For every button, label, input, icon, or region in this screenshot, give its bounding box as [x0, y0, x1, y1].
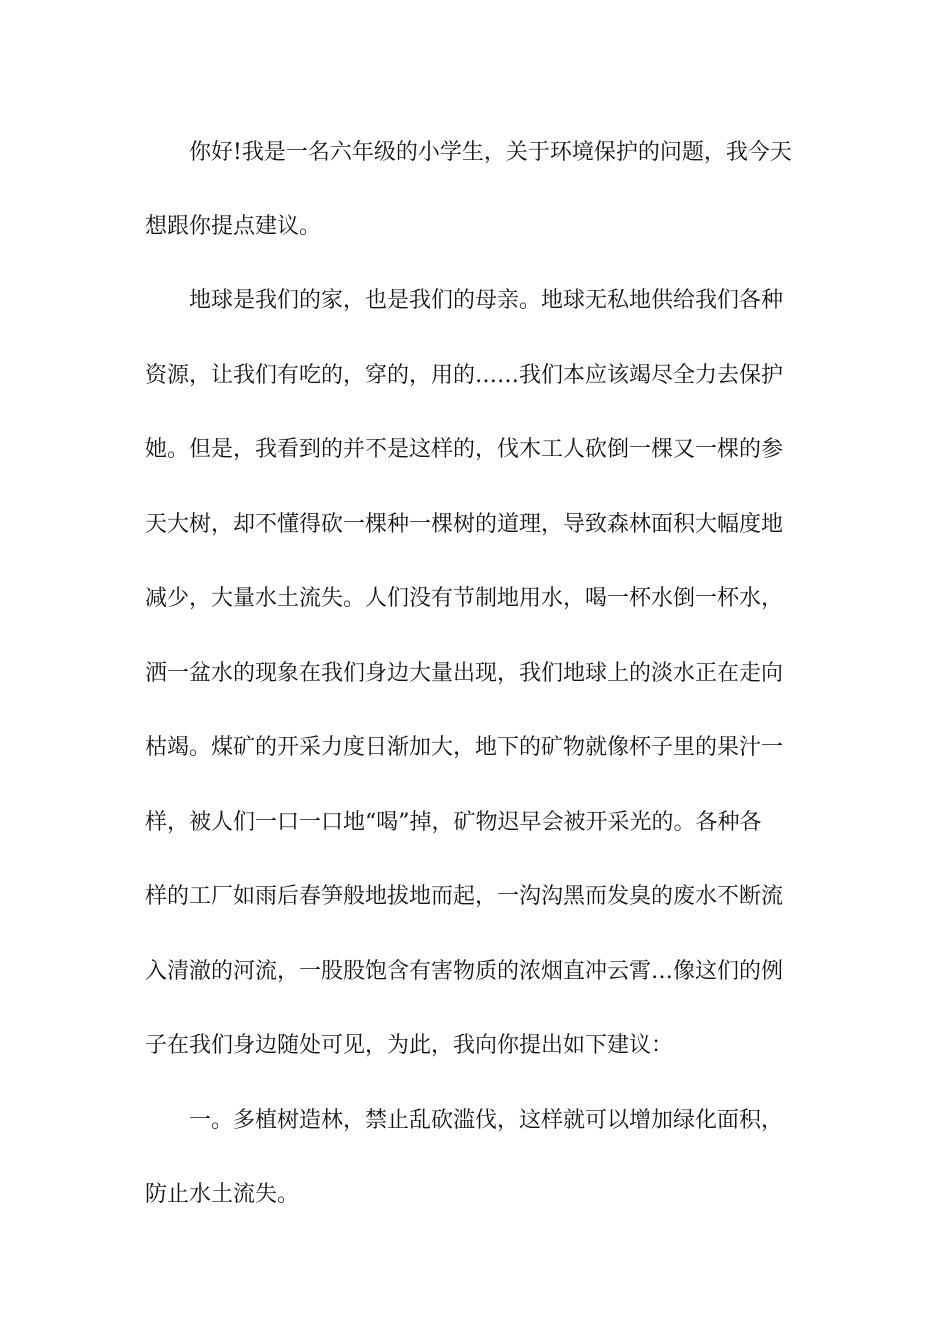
- paragraph-greeting-line: 想跟你提点建议。: [145, 214, 322, 239]
- paragraph-body-line: 枯竭。煤矿的开采力度日渐加大，地下的矿物就像杯子里的果汁一: [145, 735, 784, 760]
- paragraph-body-line: 地球是我们的家，也是我们的母亲。地球无私地供给我们各种: [189, 288, 784, 313]
- paragraph-body-line: 资源，让我们有吃的，穿的，用的……我们本应该竭尽全力去保护: [145, 363, 784, 388]
- paragraph-body-line: 她。但是，我看到的并不是这样的，伐木工人砍倒一棵又一棵的参: [145, 437, 784, 462]
- paragraph-greeting-line: 你好!我是一名六年级的小学生，关于环境保护的问题，我今天: [189, 140, 792, 165]
- paragraph-suggestion-line: 一。多植树造林，禁止乱砍滥伐，这样就可以增加绿化面积，: [189, 1108, 784, 1133]
- paragraph-body-line: 子在我们身边随处可见，为此，我向你提出如下建议：: [145, 1033, 674, 1058]
- paragraph-body-line: 入清澈的河流，一股股饱含有害物质的浓烟直冲云霄…像这们的例: [145, 959, 784, 984]
- paragraph-body-line: 洒一盆水的现象在我们身边大量出现，我们地球上的淡水正在走向: [145, 661, 784, 686]
- paragraph-body-line: 天大树，却不懂得砍一棵种一棵树的道理，导致森林面积大幅度地: [145, 512, 784, 537]
- paragraph-body-line: 样，被人们一口一口地“喝”掉，矿物迟早会被开采光的。各种各: [145, 810, 762, 835]
- paragraph-body-line: 样的工厂如雨后春笋般地拔地而起，一沟沟黑而发臭的废水不断流: [145, 884, 784, 909]
- paragraph-body-line: 减少，大量水土流失。人们没有节制地用水，喝一杯水倒一杯水，: [145, 586, 784, 611]
- paragraph-suggestion-line: 防止水土流失。: [145, 1182, 300, 1207]
